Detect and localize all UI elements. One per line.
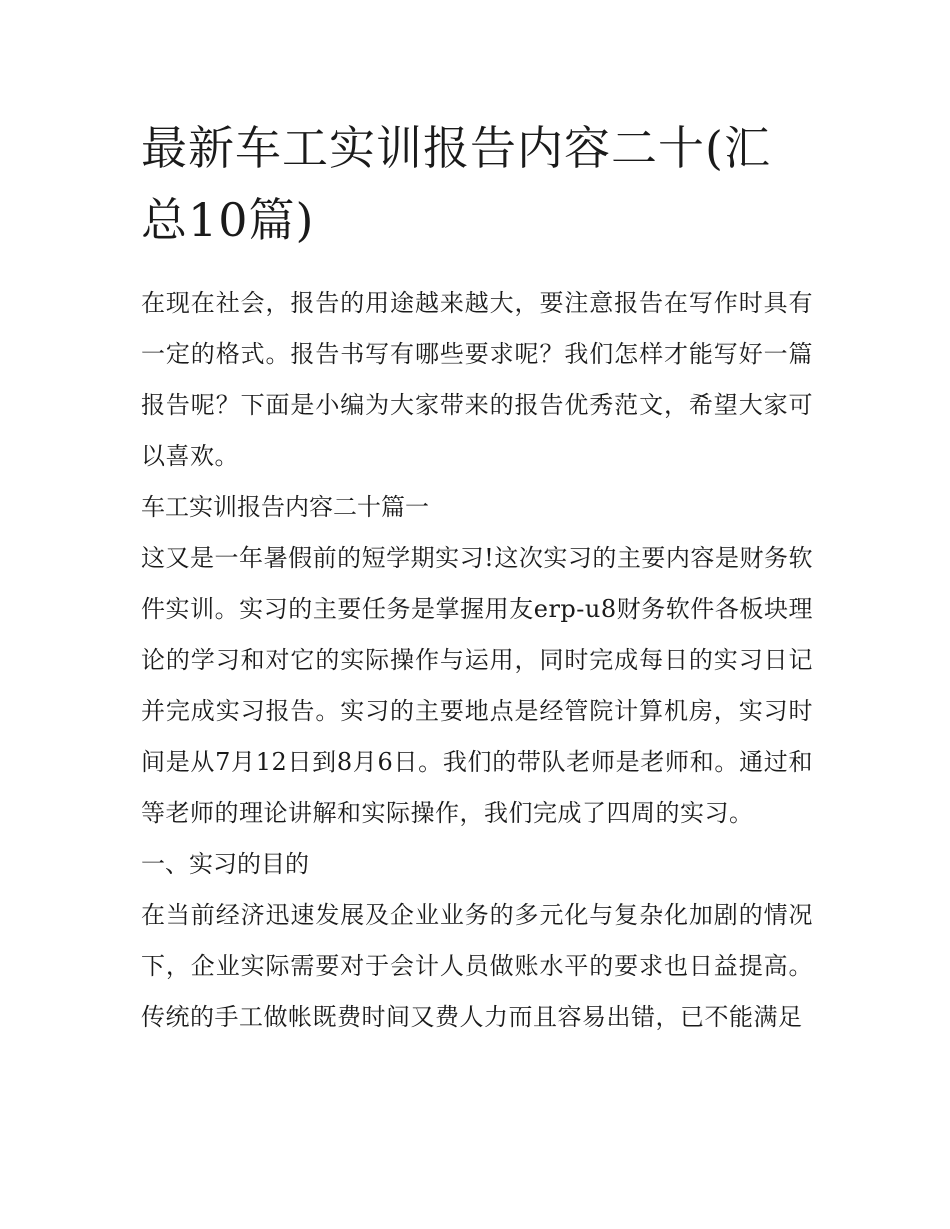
document-page (141, 112, 813, 1043)
section-heading: 车工实训报告内容二十篇一 (141, 493, 429, 521)
purpose-paragraph: 在当前经济迅速发展及企业业务的多元化与复杂化加剧的情况下，企业实际需要对于会计人员做账水平的要求也日益提高。传统的手工做帐既费时间又费人力而且容易出错，已不能满足 (141, 901, 813, 1031)
section-body-paragraph: 这又是一年暑假前的短学期实习!这次实习的主要内容是财务软件实训。实习的主要任务是掌握用友erp-u8财务软件各板块理论的学习和对它的实际操作与运用，同时完成每日的实习日记并完成实习报告。实习的主要地点是经管院计算机房，实习时间是从7月12日到8月6日。我们的带队老师是老师和。通过和等老师的理论讲解和实际操作，我们完成了四周的实习。 (141, 544, 813, 827)
intro-paragraph: 在现在社会，报告的用途越来越大，要注意报告在写作时具有一定的格式。报告书写有哪些要求呢？我们怎样才能写好一篇报告呢？下面是小编为大家带来的报告优秀范文，希望大家可以喜欢。 (141, 289, 813, 470)
document-title: 最新车工实训报告内容二十(汇总10篇) (141, 121, 771, 247)
subsection-heading: 一、实习的目的 (141, 850, 309, 878)
